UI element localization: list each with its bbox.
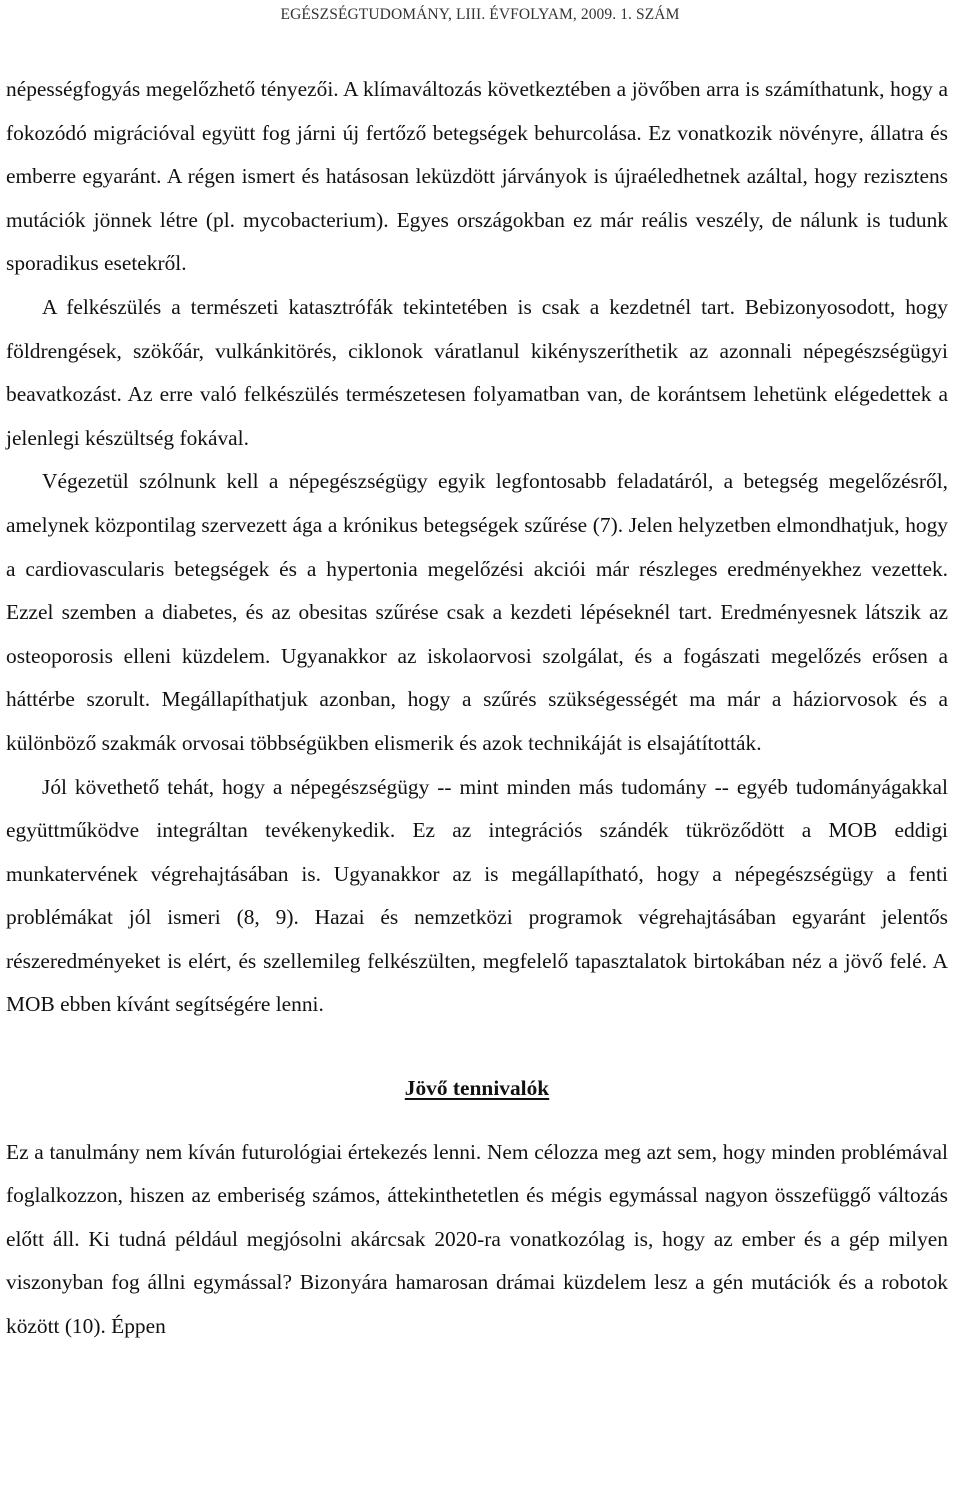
- paragraph-continuation: népességfogyás megelőzhető tényezői. A klímaváltozás következtében a jövőben arra is számíthatunk, hogy a fokozódó migrációval együtt fog járni új fertőző betegségek behurcolása. Ez vonatkozik növényre, állatra és emberre egyaránt. A régen ismert és hatásosan leküzdött járványok is újraéledhetnek azáltal, hogy rezisztens mutációk jönnek létre (pl. mycobacterium). Egyes országokban ez már reális veszély, de nálunk is tudunk sporadikus esetekről.: [6, 77, 948, 276]
- section-heading: Jövő tennivalók: [404, 1076, 550, 1101]
- paragraph-integration: Jól követhető tehát, hogy a népegészségügy -- mint minden más tudomány -- egyéb tudományágakkal együttműködve integráltan tevékenykedik. Ez az integrációs szándék tükröződött a MOB eddigi munkatervének végrehajtásában is. Ugyanakkor az is megállapítható, hogy a népegészségügy a fenti problémákat jól ismeri (8, 9). Hazai és nemzetközi programok végrehajtásában egyaránt jelentős részeredményeket is elért, és szellemileg felkészülten, megfelelő tapasztalatok birtokában néz a jövő felé. A MOB ebben kívánt segítségére lenni.: [6, 774, 948, 1017]
- running-header: EGÉSZSÉGTUDOMÁNY, LIII. ÉVFOLYAM, 2009. 1. SZÁM: [280, 6, 680, 23]
- paragraph-screening: Végezetül szólnunk kell a népegészségügy egyik legfontosabb feladatáról, a betegség megelőzésről, amelynek központilag szervezett ága a krónikus betegségek szűrése (7). Jelen helyzetben elmondhatjuk, hogy a cardiovascularis betegségek és a hypertonia megelőzési akciói már részleges eredményekhez vezettek. Ezzel szemben a diabetes, és az obesitas szűrése csak a kezdeti lépéseknél tart. Eredményesnek látszik az osteoporosis elleni küzdelem. Ugyanakkor az iskolaorvosi szolgálat, és a fogászati megelőzés erősen a háttérbe szorult. Megállapíthatjuk azonban, hogy a szűrés szükségességét ma már a háziorvosok és a különböző szakmák orvosai többségükben elismerik és azok technikáját is elsajátították.: [6, 469, 948, 755]
- article-body: [6, 68, 948, 1349]
- paragraph-future-tasks: Ez a tanulmány nem kíván futurológiai értekezés lenni. Nem célozza meg azt sem, hogy minden problémával foglalkozzon, hiszen az emberiség számos, áttekinthetetlen és mégis egymással nagyon összefüggő változás előtt áll. Ki tudná például megjósolni akárcsak 2020-ra vonatkozólag is, hogy az ember és a gép milyen viszonyban fog állni egymással? Bizonyára hamarosan drámai küzdelem lesz a gén mutációk és a robotok között (10). Éppen: [6, 1139, 948, 1339]
- paragraph-disaster-preparedness: A felkészülés a természeti katasztrófák tekintetében is csak a kezdetnél tart. Bebizonyosodott, hogy földrengések, szökőár, vulkánkitörés, ciklonok váratlanul kikényszeríthetik az azonnali népegészségügyi beavatkozást. Az erre való felkészülés természetesen folyamatban van, de korántsem lehetünk elégedettek a jelenlegi készültség fokával.: [6, 294, 948, 450]
